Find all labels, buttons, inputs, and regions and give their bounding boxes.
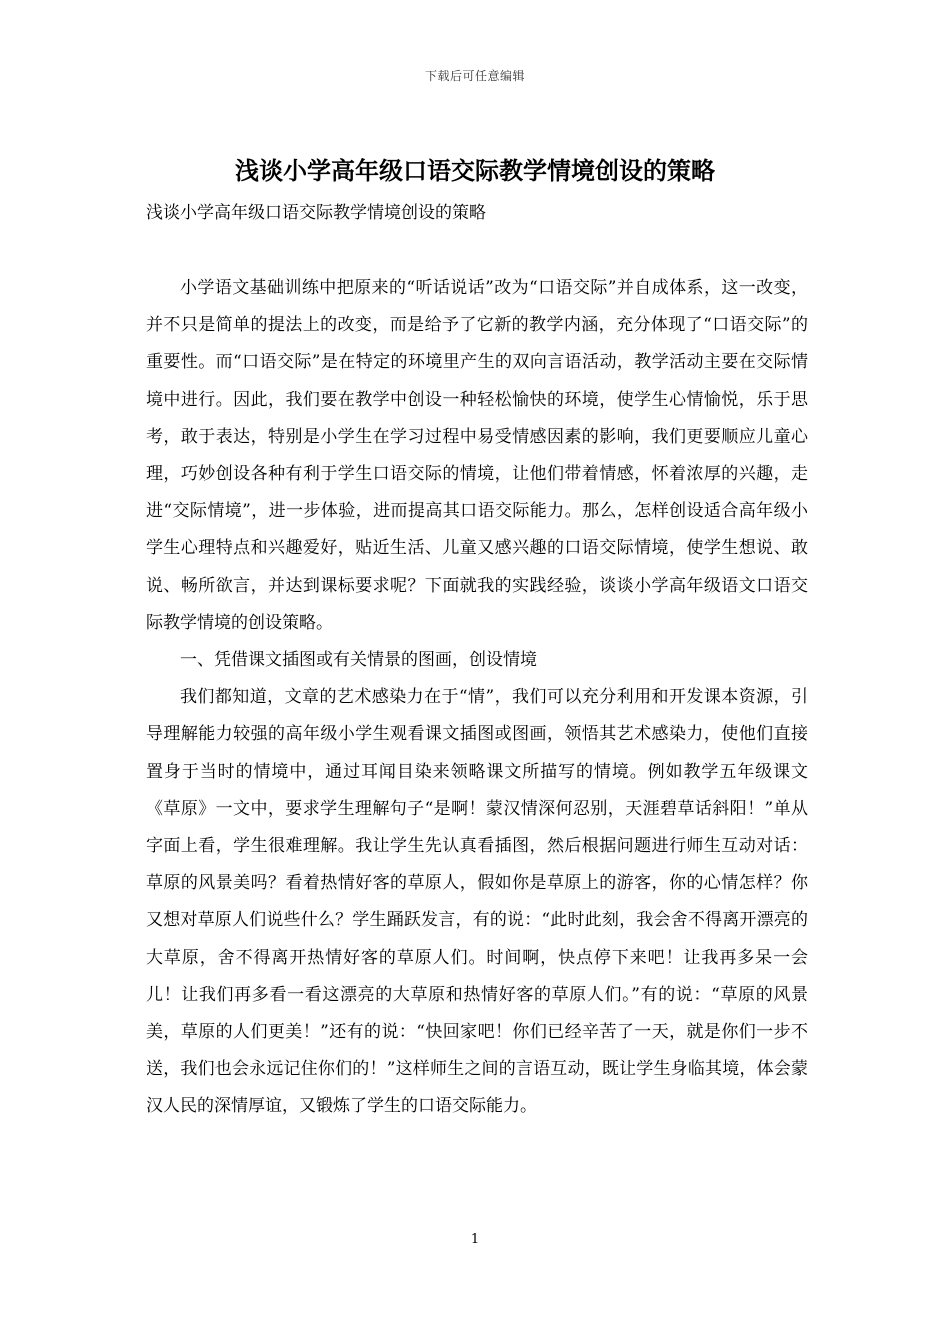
document-title: 浅谈小学高年级口语交际教学情境创设的策略 [235,157,715,185]
page-number: 1 [470,1232,480,1247]
body-paragraph: 我们都知道，文章的艺术感染力在于“情”，我们可以充分利用和开发课本资源，引导理解能力较强的高年级小学生观看课文插图或图画，领悟其艺术感染力，使他们直接置身于当时的情境中，通过耳闻目染来领略课文所描写的情境。例如教学五年级课文《草原》一文中，要求学生理解句子“是啊！蒙汉情深何忍别，天涯碧草话斜阳！”单从字面上看，学生很难理解。我让学生先认真看插图，然后根据问题进行师生互动对话：草原的风景美吗？看着热情好客的草原人，假如你是草原上的游客，你的心情怎样？你又想对草原人们说些什么？学生踊跃发言，有的说：“此时此刻，我会舍不得离开漂亮的大草原，舍不得离开热情好客的草原人们。时间啊，快点停下来吧！让我再多呆一会儿！让我们再多看一看这漂亮的大草原和热情好客的草原人们。”有的说：“草原的风景美，草原的人们更美！”还有的说：“快回家吧！你们已经辛苦了一天，就是你们一步不送，我们也会永远记住你们的！”这样师生之间的言语互动，既让学生身临其境，体会蒙汉人民的深情厚谊，又锻炼了学生的口语交际能力。 [146,687,808,1117]
document-subtitle: 浅谈小学高年级口语交际教学情境创设的策略 [146,203,486,223]
intro-paragraph: 小学语文基础训练中把原来的“听话说话”改为“口语交际”并自成体系，这一改变，并不只是简单的提法上的改变，而是给予了它新的教学内涵，充分体现了“口语交际”的重要性。而“口语交际”是在特定的环境里产生的双向言语活动，教学活动主要在交际情境中进行。因此，我们要在教学中创设一种轻松愉快的环境，使学生心情愉悦，乐于思考，敢于表达，特别是小学生在学习过程中易受情感因素的影响，我们更要顺应儿童心理，巧妙创设各种有利于学生口语交际的情境，让他们带着情感，怀着浓厚的兴趣，走进“交际情境”，进一步体验，进而提高其口语交际能力。那么，怎样创设适合高年级小学生心理特点和兴趣爱好，贴近生活、儿童又感兴趣的口语交际情境，使学生想说、敢说、畅所欲言，并达到课标要求呢？下面就我的实践经验，谈谈小学高年级语文口语交际教学情境的创设策略。 [146,278,808,633]
page-header-note: 下载后可任意编辑 [424,69,525,83]
document-body [146,270,808,1126]
section-heading: 一、凭借课文插图或有关情景的图画，创设情境 [180,650,537,671]
